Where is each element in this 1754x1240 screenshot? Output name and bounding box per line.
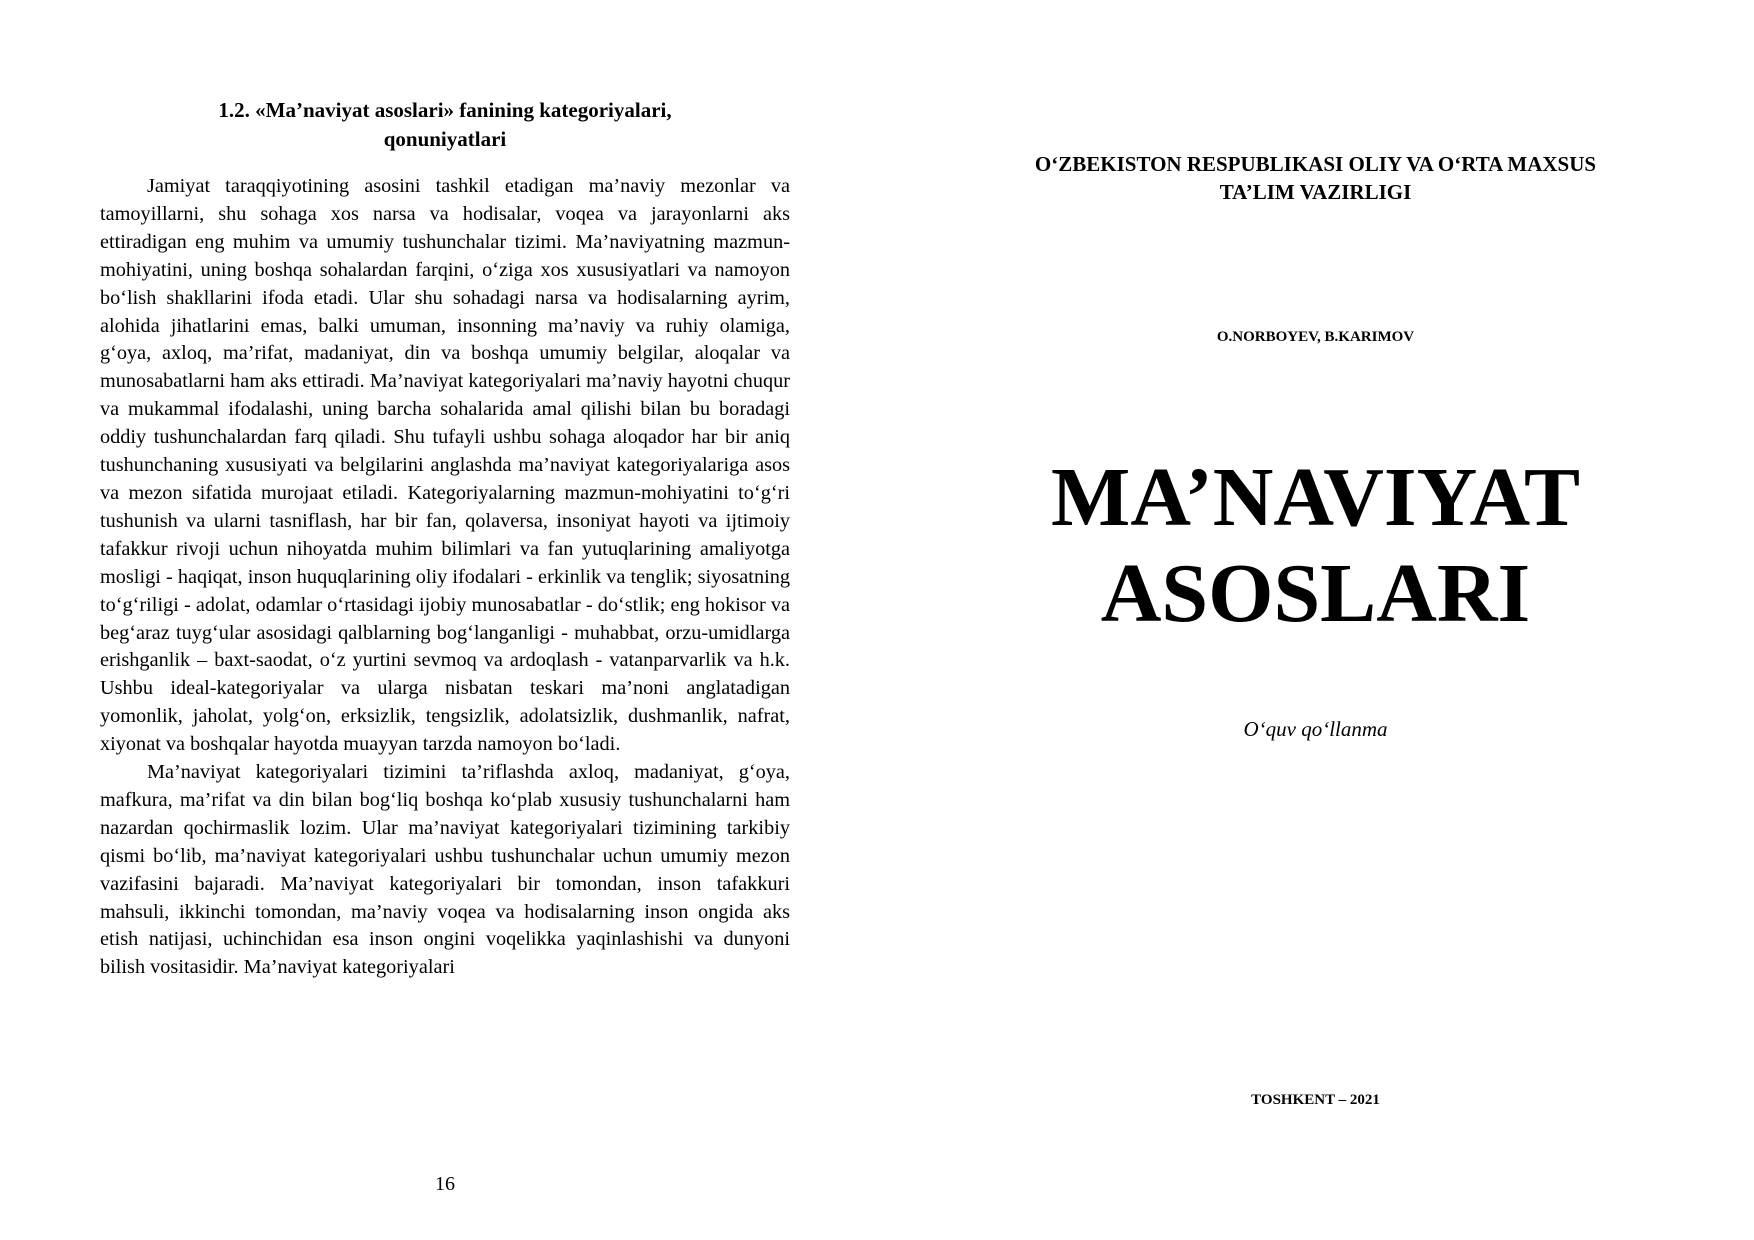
authors: O.NORBOYEV, B.KARIMOV [1216, 329, 1415, 345]
body-text [100, 173, 790, 982]
page-number: 16 [435, 1173, 455, 1195]
book-title-line-2: ASOSLARI [1100, 547, 1531, 640]
section-heading [100, 96, 790, 154]
ministry-name [877, 150, 1754, 206]
section-heading-line-1: 1.2. «Ma’naviyat asoslari» fanining kategoriyalari, [218, 98, 672, 122]
book-title [877, 450, 1754, 642]
right-page [877, 0, 1754, 1240]
section-heading-line-2: qonuniyatlari [383, 127, 507, 151]
imprint: TOSHKENT – 2021 [1251, 1092, 1380, 1108]
paragraph-2: Ma’naviyat kategoriyalari tizimini ta’riflashda axloq, madaniyat, g‘oya, mafkura, ma’rifat va din bilan bog‘liq boshqa ko‘plab xususiy tushunchalarni ham nazardan qochirmaslik lozim. Ular ma’naviyat kategoriyalari tizimining tarkibiy qismi bo‘lib, ma’naviyat kategoriyalari ushbu tushunchalar uchun umumiy mezon vazifasini bajaradi. Ma’naviyat kategoriyalari bir tomondan, inson tafakkuri mahsuli, ikkinchi tomondan, ma’naviy voqea va hodisalarning inson ongida aks etish natijasi, uchinchidan esa inson ongini voqelikka yaqinlashishi va dunyoni bilish vositasidir. Ma’naviyat kategoriyalari [100, 761, 790, 979]
paragraph-1: Jamiyat taraqqiyotining asosini tashkil etadigan ma’naviy mezonlar va tamoyillarni, shu sohaga xos narsa va hodisalar, voqea va jarayonlarni aks ettiradigan eng muhim va umumiy tushunchalar tizimi. Ma’naviyatning mazmun-mohiyatini, uning boshqa sohalardan farqini, o‘ziga xos xususiyatlari va namoyon bo‘lish shakllarini ifoda etadi. Ular shu sohadagi narsa va hodisalarning ayrim, alohida jihatlarini emas, balki umuman, insonning ma’naviy va ruhiy olamiga, g‘oya, axloq, ma’rifat, madaniyat, din va boshqa umumiy belgilar, aloqalar va munosabatlarni ham aks ettiradi. Ma’naviyat kategoriyalari ma’naviy hayotni chuqur va mukammal ifodalashi, uning barcha sohalarida amal qilishi bilan bu boradagi oddiy tushunchalardan farq qiladi. Shu tufayli ushbu sohaga aloqador har bir aniq tushunchaning xususiyati va belgilarini anglashda ma’naviyat kategoriyalariga asos va mezon sifatida murojaat etiladi. Kategoriyalarning mazmun-mohiyatini to‘g‘ri tushunish va ularni tasniflash, har bir fan, qolaversa, insoniyat hayoti va ijtimoiy tafakkur rivoji uchun nihoyatda muhim bilimlari va fan yutuqlarining amaliyotga mosligi - haqiqat, inson huquqlarining oliy ifodalari - erkinlik va tenglik; siyosatning to‘g‘riligi - adolat, odamlar o‘rtasidagi ijobiy munosabatlar - do‘stlik; eng hokisor va beg‘araz tuyg‘ular asosidagi qalblarning bog‘langanligi - muhabbat, orzu-umidlarga erishganlik – baxt-saodat, o‘z yurtini sevmoq va ardoqlash - vatanparvarlik va h.k. Ushbu ideal-kategoriyalar va ularga nisbatan teskari ma’noni anglatadigan yomonlik, jaholat, yolg‘on, erksizlik, tengsizlik, adolatsizlik, dushmanlik, nafrat, xiyonat va boshqalar hayotda muayyan tarzda namoyon bo‘ladi. [100, 175, 790, 756]
ministry-line-1: O‘ZBEKISTON RESPUBLIKASI OLIY VA O‘RTA MAXSUS [1034, 152, 1597, 176]
book-title-line-1: MA’NAVIYAT [1051, 451, 1580, 544]
book-subtitle: O‘quv qo‘llanma [1243, 717, 1388, 741]
ministry-line-2: TA’LIM VAZIRLIGI [1219, 180, 1412, 204]
